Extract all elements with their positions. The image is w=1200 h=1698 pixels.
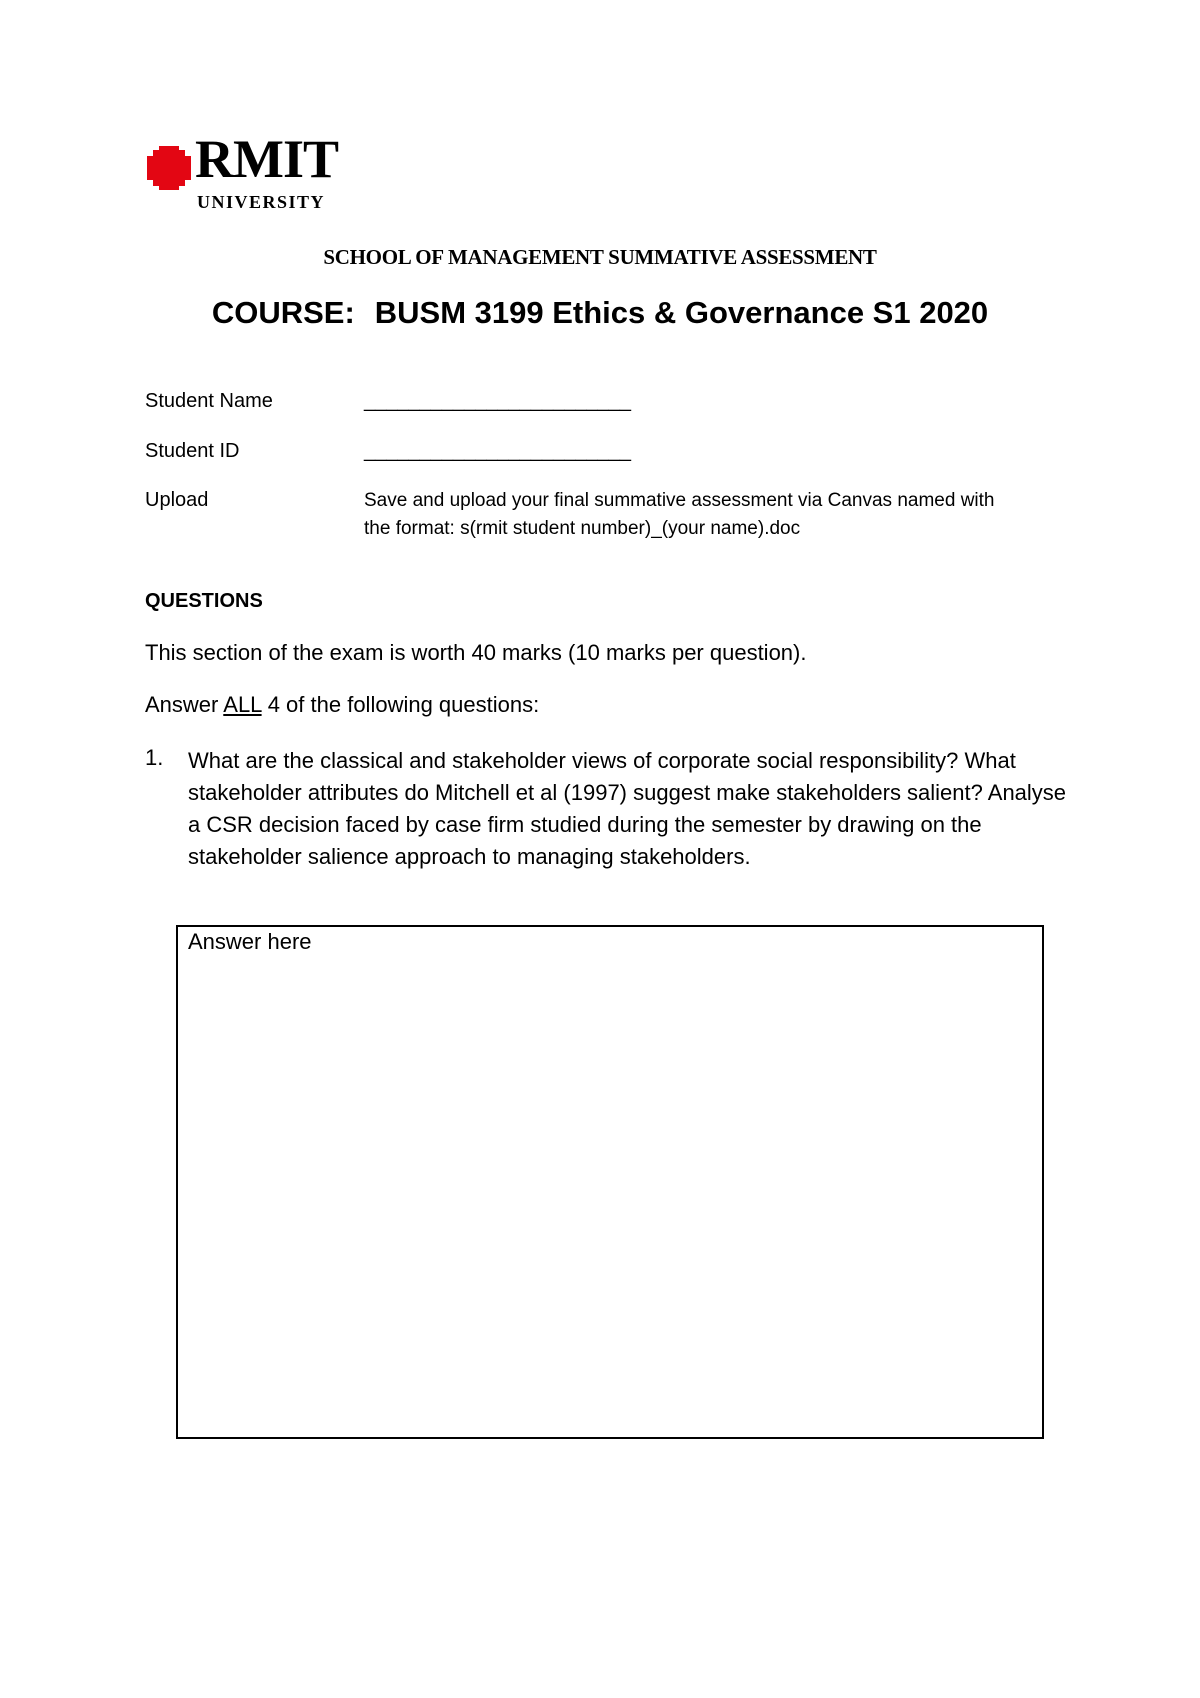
student-id-field[interactable]: ________________________ — [364, 440, 631, 462]
course-title — [0, 295, 1200, 331]
school-title: SCHOOL OF MANAGEMENT SUMMATIVE ASSESSMENT — [323, 245, 877, 269]
student-name-label: Student Name — [145, 390, 273, 412]
course-name: BUSM 3199 Ethics & Governance S1 2020 — [374, 295, 989, 330]
question-1-number: 1. — [145, 745, 164, 770]
student-name-field[interactable]: ________________________ — [364, 390, 631, 412]
upload-label: Upload — [145, 489, 209, 511]
answer-box[interactable] — [176, 925, 1044, 1439]
questions-heading: QUESTIONS — [145, 590, 263, 612]
answer-instruction-suffix: 4 of the following questions: — [261, 692, 540, 717]
section-worth-text: This section of the exam is worth 40 marks (10 marks per question). — [145, 640, 807, 665]
student-id-label: Student ID — [145, 440, 240, 462]
answer-instruction-prefix: Answer — [145, 692, 224, 717]
rmit-pixel-mark-icon — [145, 144, 193, 192]
upload-instructions-line1: Save and upload your final summative assessment via Canvas named with — [364, 490, 995, 511]
course-label: COURSE: — [211, 295, 355, 330]
answer-instruction — [145, 692, 539, 718]
upload-instructions-line2: the format: s(rmit student number)_(your name).doc — [364, 518, 801, 539]
logo-subtitle: UNIVERSITY — [197, 192, 326, 212]
answer-instruction-all: ALL — [223, 692, 262, 717]
question-1-text: What are the classical and stakeholder views of corporate social responsibility? What stakeholder attributes do Mitchell et al (1997) suggest make stakeholders salient? Analyse a CSR decision faced by case firm studied during the semester by drawing on the stakeholder salience approach to managing stakeholders. — [188, 748, 1067, 869]
logo-wordmark: RMIT — [195, 129, 338, 189]
rmit-logo — [145, 129, 365, 218]
answer-placeholder: Answer here — [188, 929, 312, 954]
upload-instructions — [364, 487, 1064, 543]
